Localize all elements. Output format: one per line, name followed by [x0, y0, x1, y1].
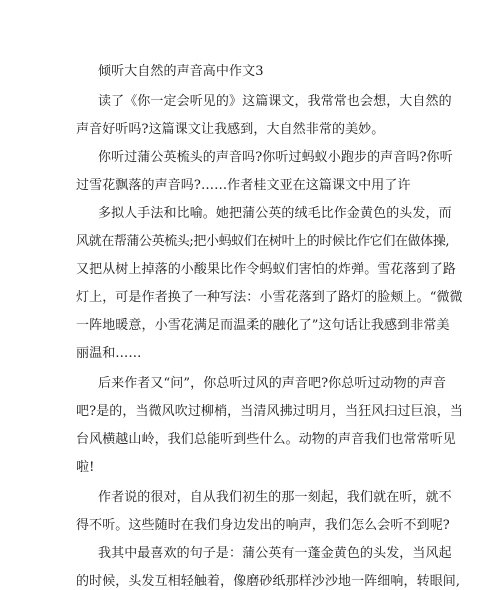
text-line: 又把从树上掉落的小酸果比作令蚂蚁们害怕的炸弹。雪花落到了路	[76, 262, 456, 277]
text-line: 后来作者又“问”，你总听过风的声音吧?你总听过动物的声音	[98, 376, 447, 391]
text-line: 吧?是的，当微风吹过柳梢，当清风拂过明月，当狂风扫过巨浪，当	[76, 404, 463, 419]
text-line: 得不听。这些随时在我们身边发出的响声，我们怎么会听不到呢?	[76, 518, 450, 533]
text-line: 的时候，头发互相轻触着，像磨砂纸那样沙沙地一阵细响，转眼间,	[76, 574, 461, 589]
text-line: 读了《你一定会听见的》这篇课文，我常常也会想，大自然的	[98, 94, 452, 109]
text-line: 多拟人手法和比喻。她把蒲公英的绒毛比作金黄色的头发，而	[98, 206, 452, 221]
text-line: 啦!	[76, 460, 95, 475]
text-line: 灯上，可是作者换了一种写法：小雪花落到了路灯的脸颊上。“微微	[76, 290, 463, 305]
text-line: 你听过蒲公英梳头的声音吗?你听过蚂蚁小跑步的声音吗?你听	[98, 150, 453, 165]
text-line: 过雪花飘落的声音吗?……作者桂文亚在这篇课文中用了许	[76, 178, 411, 193]
text-line: 我其中最喜欢的句子是：蒲公英有一蓬金黄色的头发，当风起	[98, 546, 452, 561]
text-line: 声音好听吗?这篇课文让我感到，大自然非常的美妙。	[76, 122, 385, 137]
text-line: 作者说的很对，自从我们初生的那一刻起，我们就在听，就不	[98, 490, 452, 505]
document-title: 倾听大自然的声音高中作文3	[98, 64, 264, 79]
text-line: 风就在帮蒲公英梳头;把小蚂蚁们在树叶上的时候比作它们在做体操,	[76, 234, 450, 249]
text-line: 一阵地暖意，小雪花满足而温柔的融化了”这句话让我感到非常美	[76, 318, 450, 333]
text-line: 台风横越山岭，我们总能听到些什么。动物的声音我们也常常听见	[76, 432, 456, 447]
text-line: 丽温和……	[76, 346, 142, 361]
